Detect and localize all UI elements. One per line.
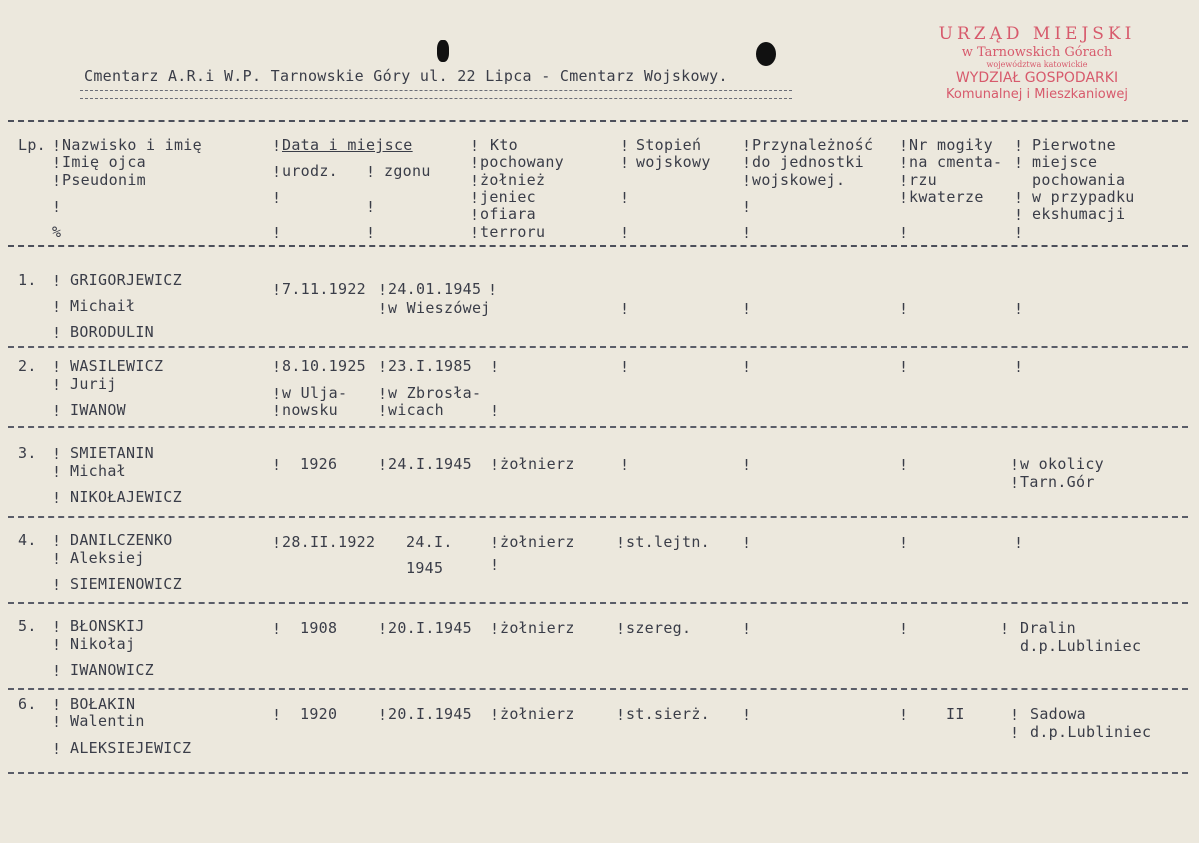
header-grave-3: rzu [909, 171, 937, 189]
row-orig-2: d.p.Lubliniec [1030, 723, 1152, 741]
row-surname: BOŁAKIN [70, 695, 136, 713]
header-name-4: % [52, 223, 62, 241]
header-unit-2: do jednostki [752, 153, 864, 171]
header-orig-2: miejsce [1032, 153, 1098, 171]
row-rank: st.lejtn. [626, 533, 710, 551]
header-orig-5: ekshumacji [1032, 205, 1126, 223]
document-title: Cmentarz A.R.i W.P. Tarnowskie Góry ul. 22 Lipca - Cmentarz Wojskowy. [84, 67, 728, 85]
row-lp: 6. [18, 695, 37, 713]
header-died: zgonu [384, 162, 431, 180]
row-lp: 2. [18, 357, 37, 375]
office-stamp [912, 24, 1162, 102]
row-born: 28.II.1922 [282, 533, 376, 551]
row-died-1: 24.I. [406, 533, 453, 551]
row-lp: 5. [18, 617, 37, 635]
row-divider [8, 346, 1188, 348]
row-first-name: Nikołaj [70, 635, 136, 653]
row-orig-1: Sadowa [1030, 705, 1086, 723]
header-date-place: Data i miejsce [282, 136, 413, 154]
row-lp: 3. [18, 444, 37, 462]
stamp-line-1: URZĄD MIEJSKI [938, 24, 1136, 44]
row-father-name: IWANOWICZ [70, 661, 154, 679]
stamp-line-2: w Tarnowskich Górach [961, 45, 1113, 60]
header-grave-2: na cmenta- [909, 153, 1003, 171]
row-died: 20.I.1945 [388, 619, 472, 637]
row-first-name: Aleksiej [70, 549, 145, 567]
row-kto: żołnierz [500, 705, 575, 723]
row-orig-1: w okolicy [1020, 455, 1104, 473]
row-died-2: 1945 [406, 559, 444, 577]
header-grave-4: kwaterze [909, 188, 984, 206]
title-underline [80, 90, 792, 99]
row-father-name: SIEMIENOWICZ [70, 575, 182, 593]
row-orig-1: Dralin [1020, 619, 1076, 637]
row-surname: SMIETANIN [70, 444, 154, 462]
row-born: 7.11.1922 [282, 280, 366, 298]
header-rank-2: wojskowy [636, 153, 711, 171]
header-kto-5: ofiara [480, 205, 536, 223]
row-died: 23.I.1985 [388, 357, 472, 375]
row-first-name: Michał [70, 462, 126, 480]
row-born: 1926 [300, 455, 338, 473]
row-divider [8, 516, 1188, 518]
header-unit-3: wojskowej. [752, 171, 846, 189]
header-kto-1: Kto [490, 136, 518, 154]
row-died: 24.01.1945 [388, 280, 482, 298]
row-surname: DANILCZENKO [70, 531, 173, 549]
document-page: URZĄD MIEJSKI w Tarnowskich Górach województwa katowickie WYDZIAŁ GOSPODARKI Komunalnej i Mieszkaniowej Cmentarz A.R.i W.P. Tarnowskie Góry ul. 22 Lipca - Cmentarz Wojskowy. Lp. ! Nazwisko i imię ! Imię ojca ! Pseudonim ! % ! Data i miejsce ! urodz. ! zgonu ! ! ! ! ! Kto ! pochowany ! żołnież ! jeniec ! ofiara ! terroru ! Stopień ! wojskowy ! ! ! Przynależność ! do jednostki ! wojskowej. ! ! ! Nr mogiły ! na cmenta- ! rzu ! kwaterze ! ! ! Pierwotne miejsce pochowania ! w przypadku ! ekshumacji ! 1. ! GRIGORJEWICZ ! Michaił ! BORODULIN ! 7.11.1922 ! 24.01.1945 ! ! w Wieszówej ! ! ! ! 2. ! WASILEWICZ ! Jurij ! IWANOW ! 8.10.1925 ! 23.I.1985 ! ! w Ulja- ! w Zbrosła- ! nowsku ! wicach ! ! ! ! ! 3. ! SMIETANIN ! Michał ! NIKOŁAJEWICZ ! 1926 ! 24.I.1945 ! żołnierz ! ! ! ! w okolicy ! Tarn.Gór 4. ! DANILCZENKO ! Aleksiej ! SIEMIENOWICZ ! 28.II.1922 24.I. 1945 ! żołnierz ! ! st.lejtn. ! ! ! 5. ! BŁONSKIJ ! Nikołaj ! IWANOWICZ ! 1908 ! 20.I.1945 ! żołnierz ! szereg. ! ! ! Dralin d.p.Lubliniec 6. ! BOŁAKIN ! Walentin ! ALEKSIEJEWICZ ! 1920 ! 20.I.1945 ! żołnierz ! st.sierż. ! ! II ! Sadowa ! d.p.Lubliniec [0, 0, 1199, 843]
row-died: 20.I.1945 [388, 705, 472, 723]
row-divider [8, 772, 1188, 774]
row-died: 24.I.1945 [388, 455, 472, 473]
row-orig-2: d.p.Lubliniec [1020, 637, 1142, 655]
row-lp: 4. [18, 531, 37, 549]
header-orig-3: pochowania [1032, 171, 1126, 189]
header-name-1: Nazwisko i imię [62, 136, 202, 154]
header-name-3: Pseudonim [62, 171, 146, 189]
row-father-name: BORODULIN [70, 323, 154, 341]
row-born: 1920 [300, 705, 338, 723]
row-born-place-2: nowsku [282, 401, 338, 419]
row-born: 8.10.1925 [282, 357, 366, 375]
header-orig-1: Pierwotne [1032, 136, 1116, 154]
row-born-place-1: w Ulja- [282, 384, 348, 402]
row-lp: 1. [18, 271, 37, 289]
row-rank: st.sierż. [626, 705, 710, 723]
row-surname: GRIGORJEWICZ [70, 271, 182, 289]
row-kto: żołnierz [500, 619, 575, 637]
header-lp: Lp. [18, 136, 46, 154]
row-died-place: w Wieszówej [388, 299, 491, 317]
row-first-name: Jurij [70, 375, 117, 393]
row-first-name: Michaił [70, 297, 136, 315]
header-name-2: Imię ojca [62, 153, 146, 171]
row-surname: WASILEWICZ [70, 357, 164, 375]
row-rank: szereg. [626, 619, 692, 637]
header-grave-1: Nr mogiły [909, 136, 993, 154]
row-died-place-1: w Zbrosła- [388, 384, 482, 402]
header-kto-2: pochowany [480, 153, 564, 171]
header-bottom-rule [8, 245, 1188, 247]
header-kto-6: terroru [480, 223, 546, 241]
header-kto-3: żołnież [480, 171, 546, 189]
row-kto: żołnierz [500, 533, 575, 551]
stamp-line-4: WYDZIAŁ GOSPODARKI [955, 70, 1119, 86]
row-first-name: Walentin [70, 712, 145, 730]
row-grave: II [946, 705, 965, 723]
punch-hole-left [437, 40, 449, 62]
row-orig-2: Tarn.Gór [1020, 473, 1095, 491]
stamp-line-3: województwa katowickie [986, 60, 1088, 69]
row-father-name: NIKOŁAJEWICZ [70, 488, 182, 506]
header-kto-4: jeniec [480, 188, 536, 206]
row-divider [8, 688, 1188, 690]
row-father-name: IWANOW [70, 401, 126, 419]
row-father-name: ALEKSIEJEWICZ [70, 739, 192, 757]
row-divider [8, 426, 1188, 428]
punch-hole-right [756, 42, 776, 66]
row-born: 1908 [300, 619, 338, 637]
stamp-line-5: Komunalnej i Mieszkaniowej [945, 87, 1128, 102]
header-born: urodz. [282, 162, 338, 180]
table-top-rule [8, 120, 1188, 122]
header-rank-1: Stopień [636, 136, 702, 154]
header-unit-1: Przynależność [752, 136, 874, 154]
row-kto: żołnierz [500, 455, 575, 473]
row-divider [8, 602, 1188, 604]
row-died-place-2: wicach [388, 401, 444, 419]
row-surname: BŁONSKIJ [70, 617, 145, 635]
header-orig-4: w przypadku [1032, 188, 1135, 206]
